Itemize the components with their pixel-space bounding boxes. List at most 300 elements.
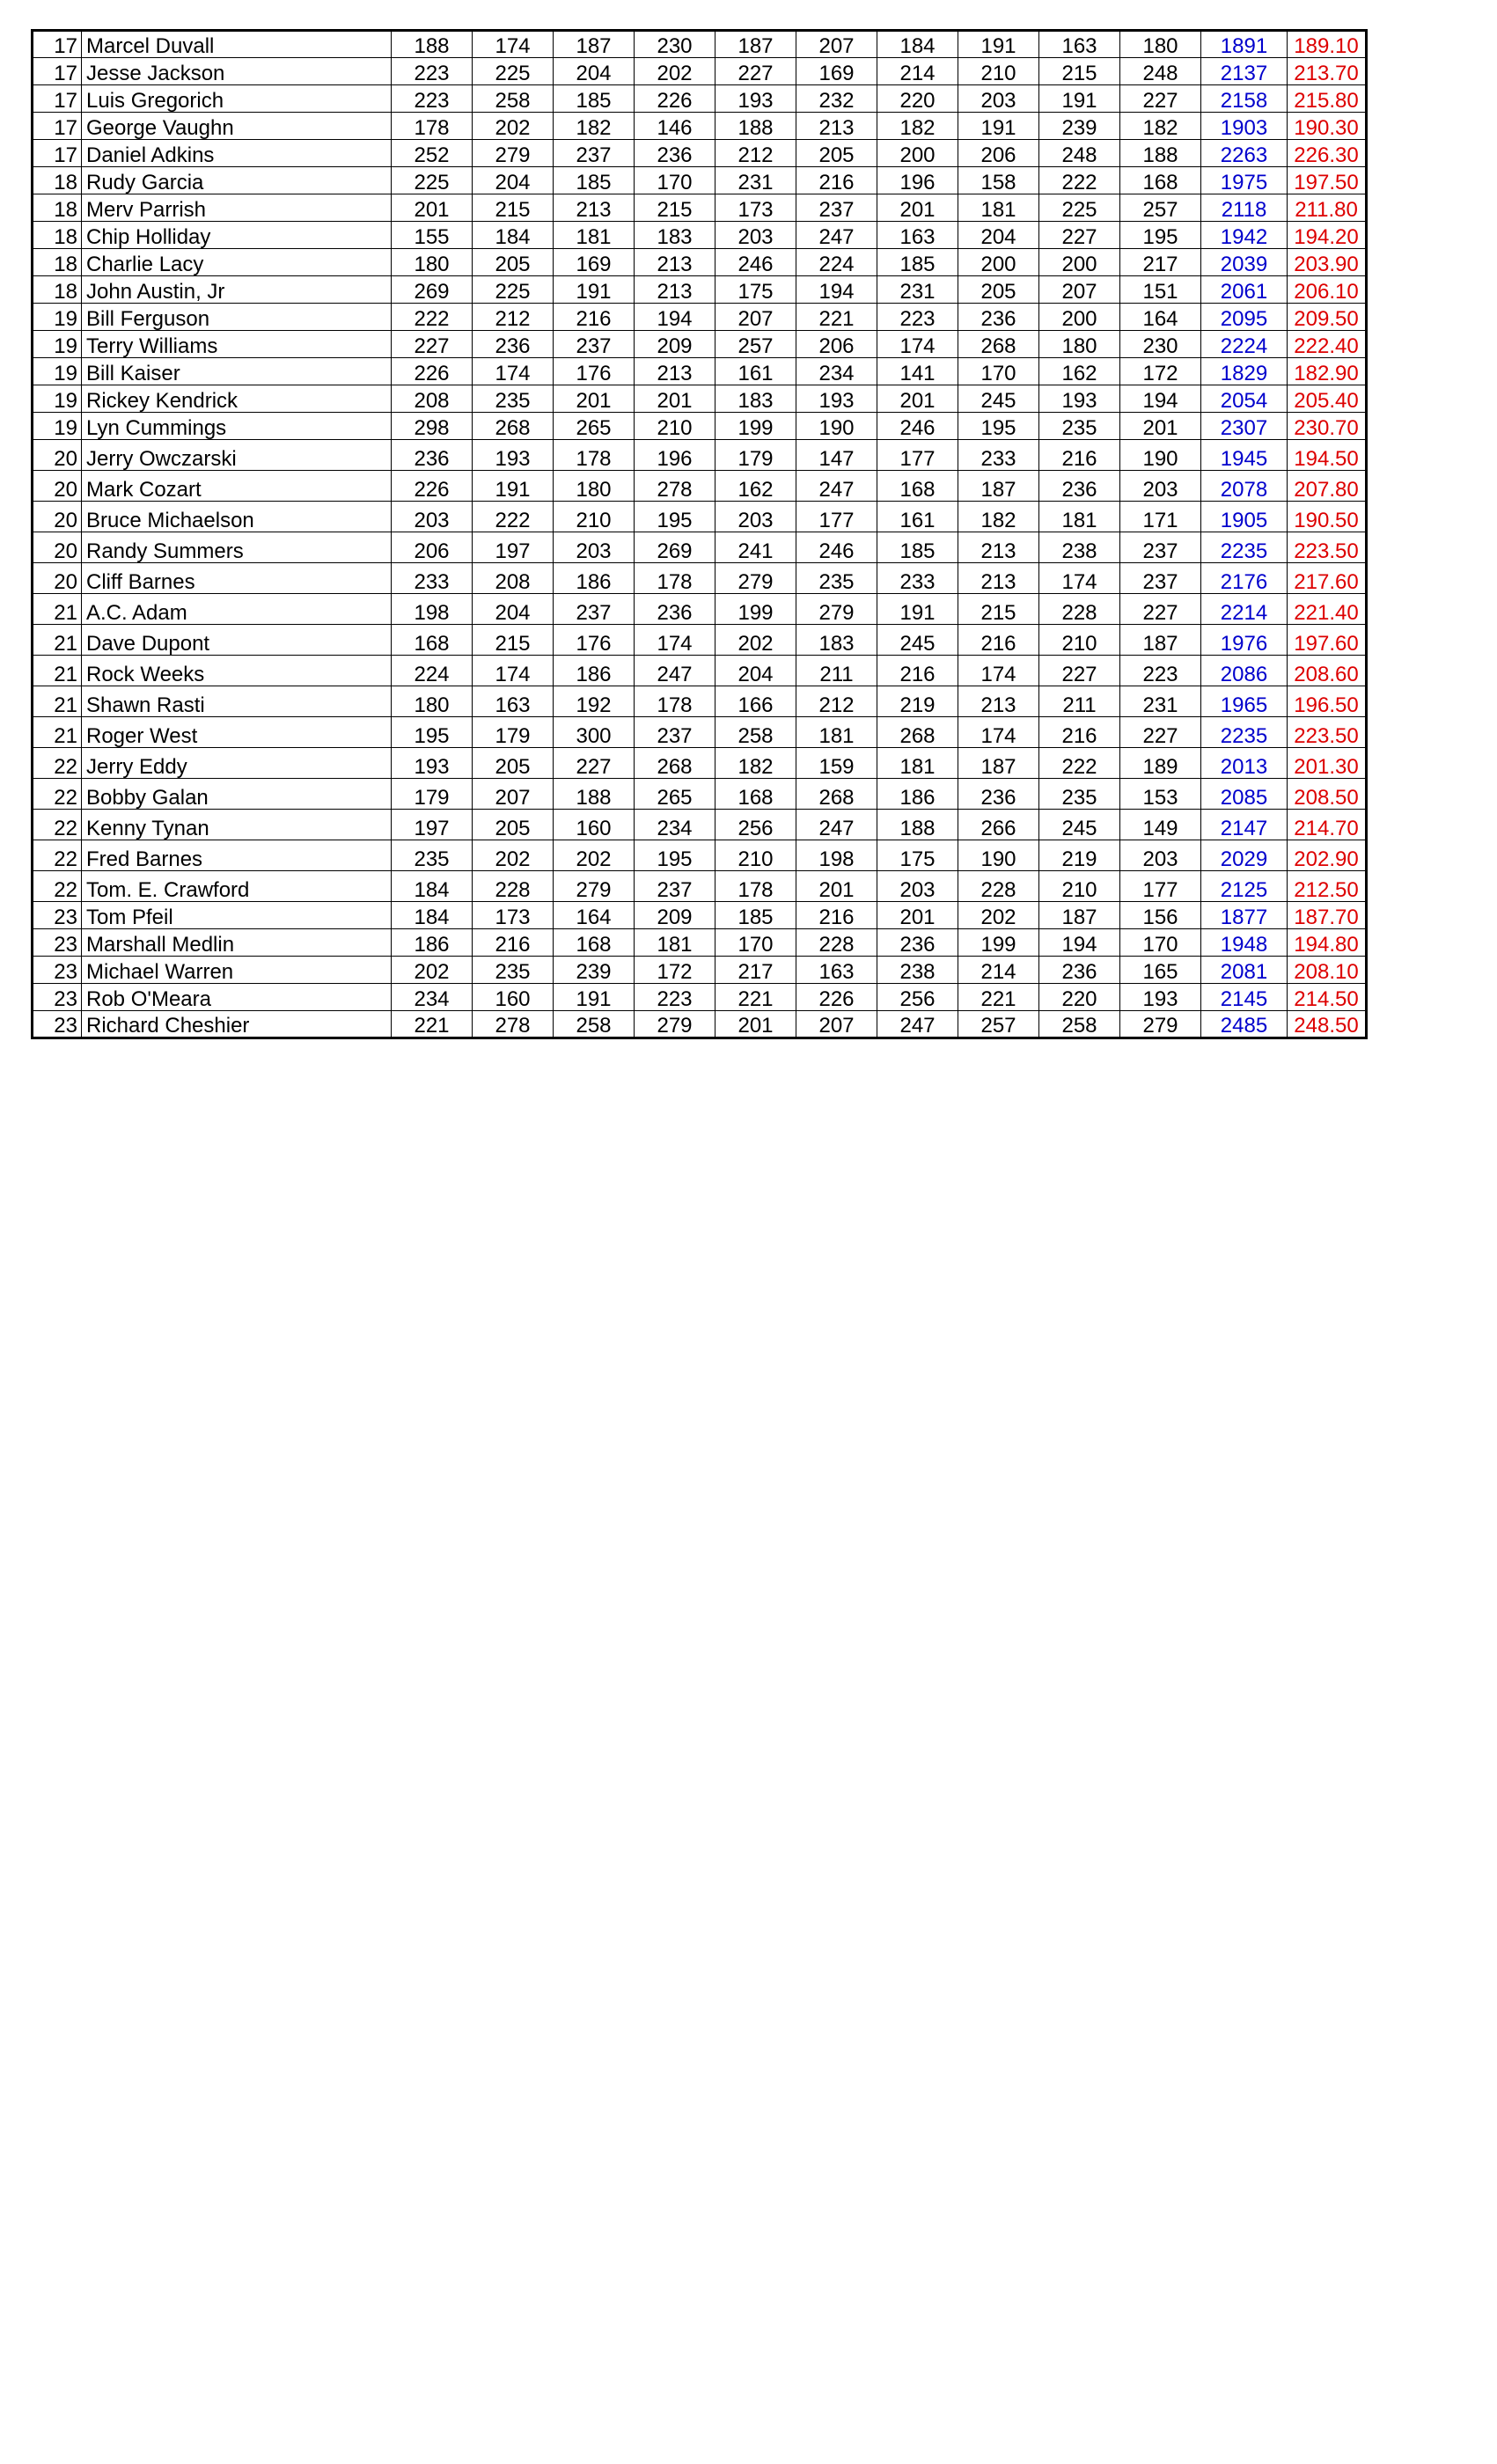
game-score-cell: 203 — [958, 85, 1039, 113]
total-pins-cell: 2235 — [1201, 717, 1288, 748]
game-score-cell: 239 — [554, 957, 635, 984]
game-score-cell: 228 — [473, 871, 554, 902]
rank-cell: 22 — [33, 748, 82, 779]
game-score-cell: 151 — [1120, 276, 1201, 304]
game-score-cell: 247 — [796, 222, 877, 249]
game-score-cell: 226 — [635, 85, 715, 113]
game-score-cell: 149 — [1120, 810, 1201, 840]
game-score-cell: 183 — [796, 625, 877, 656]
game-score-cell: 212 — [473, 304, 554, 331]
game-score-cell: 195 — [635, 502, 715, 532]
game-score-cell: 193 — [796, 385, 877, 413]
game-score-cell: 216 — [958, 625, 1039, 656]
game-score-cell: 186 — [554, 563, 635, 594]
game-score-cell: 215 — [473, 194, 554, 222]
total-pins-cell: 2214 — [1201, 594, 1288, 625]
game-score-cell: 216 — [796, 902, 877, 929]
game-score-cell: 213 — [958, 563, 1039, 594]
bowler-name-cell: Marcel Duvall — [82, 31, 392, 58]
game-score-cell: 191 — [1039, 85, 1120, 113]
rank-cell: 22 — [33, 810, 82, 840]
game-score-cell: 236 — [958, 304, 1039, 331]
game-score-cell: 197 — [392, 810, 473, 840]
game-score-cell: 180 — [392, 686, 473, 717]
game-score-cell: 247 — [635, 656, 715, 686]
game-score-cell: 201 — [877, 194, 958, 222]
game-score-cell: 236 — [1039, 957, 1120, 984]
bowler-name-cell: Richard Cheshier — [82, 1011, 392, 1038]
game-score-cell: 237 — [635, 717, 715, 748]
game-score-cell: 162 — [1039, 358, 1120, 385]
bowler-name-cell: Terry Williams — [82, 331, 392, 358]
game-score-cell: 166 — [715, 686, 796, 717]
game-score-cell: 246 — [877, 413, 958, 440]
game-score-cell: 209 — [635, 331, 715, 358]
game-score-cell: 210 — [1039, 625, 1120, 656]
game-score-cell: 175 — [877, 840, 958, 871]
average-cell: 189.10 — [1288, 31, 1367, 58]
game-score-cell: 190 — [796, 413, 877, 440]
game-score-cell: 222 — [1039, 748, 1120, 779]
rank-cell: 19 — [33, 331, 82, 358]
average-cell: 213.70 — [1288, 58, 1367, 85]
game-score-cell: 181 — [877, 748, 958, 779]
table-row — [33, 532, 1367, 563]
game-score-cell: 169 — [554, 249, 635, 276]
table-row — [33, 413, 1367, 440]
game-score-cell: 221 — [715, 984, 796, 1011]
game-score-cell: 228 — [1039, 594, 1120, 625]
table-row — [33, 276, 1367, 304]
game-score-cell: 179 — [473, 717, 554, 748]
rank-cell: 23 — [33, 929, 82, 957]
rank-cell: 20 — [33, 471, 82, 502]
game-score-cell: 235 — [1039, 413, 1120, 440]
bowler-name-cell: Roger West — [82, 717, 392, 748]
game-score-cell: 227 — [1039, 656, 1120, 686]
game-score-cell: 258 — [715, 717, 796, 748]
table-row — [33, 385, 1367, 413]
total-pins-cell: 1877 — [1201, 902, 1288, 929]
bowler-name-cell: Cliff Barnes — [82, 563, 392, 594]
rank-cell: 17 — [33, 113, 82, 140]
average-cell: 194.50 — [1288, 440, 1367, 471]
game-score-cell: 182 — [877, 113, 958, 140]
game-score-cell: 173 — [473, 902, 554, 929]
game-score-cell: 202 — [635, 58, 715, 85]
game-score-cell: 188 — [392, 31, 473, 58]
game-score-cell: 216 — [1039, 717, 1120, 748]
game-score-cell: 178 — [392, 113, 473, 140]
game-score-cell: 195 — [635, 840, 715, 871]
game-score-cell: 186 — [877, 779, 958, 810]
game-score-cell: 236 — [635, 594, 715, 625]
game-score-cell: 190 — [958, 840, 1039, 871]
game-score-cell: 268 — [635, 748, 715, 779]
bowler-name-cell: Rob O'Meara — [82, 984, 392, 1011]
rank-cell: 19 — [33, 304, 82, 331]
game-score-cell: 201 — [877, 385, 958, 413]
average-cell: 214.50 — [1288, 984, 1367, 1011]
game-score-cell: 188 — [877, 810, 958, 840]
game-score-cell: 204 — [554, 58, 635, 85]
rank-cell: 22 — [33, 779, 82, 810]
game-score-cell: 198 — [796, 840, 877, 871]
game-score-cell: 181 — [796, 717, 877, 748]
game-score-cell: 206 — [392, 532, 473, 563]
game-score-cell: 234 — [392, 984, 473, 1011]
average-cell: 226.30 — [1288, 140, 1367, 167]
average-cell: 248.50 — [1288, 1011, 1367, 1038]
total-pins-cell: 2137 — [1201, 58, 1288, 85]
game-score-cell: 180 — [1039, 331, 1120, 358]
game-score-cell: 236 — [473, 331, 554, 358]
table-row — [33, 625, 1367, 656]
game-score-cell: 236 — [392, 440, 473, 471]
average-cell: 201.30 — [1288, 748, 1367, 779]
table-row — [33, 957, 1367, 984]
game-score-cell: 279 — [635, 1011, 715, 1038]
game-score-cell: 171 — [1120, 502, 1201, 532]
game-score-cell: 191 — [958, 113, 1039, 140]
rank-cell: 23 — [33, 902, 82, 929]
game-score-cell: 168 — [877, 471, 958, 502]
game-score-cell: 207 — [796, 1011, 877, 1038]
game-score-cell: 214 — [958, 957, 1039, 984]
table-row — [33, 563, 1367, 594]
game-score-cell: 221 — [958, 984, 1039, 1011]
game-score-cell: 211 — [1039, 686, 1120, 717]
game-score-cell: 210 — [715, 840, 796, 871]
game-score-cell: 213 — [554, 194, 635, 222]
game-score-cell: 194 — [1120, 385, 1201, 413]
bowler-name-cell: Luis Gregorich — [82, 85, 392, 113]
table-row — [33, 58, 1367, 85]
game-score-cell: 201 — [715, 1011, 796, 1038]
game-score-cell: 203 — [554, 532, 635, 563]
average-cell: 209.50 — [1288, 304, 1367, 331]
game-score-cell: 217 — [1120, 249, 1201, 276]
rank-cell: 20 — [33, 563, 82, 594]
game-score-cell: 178 — [715, 871, 796, 902]
average-cell: 190.50 — [1288, 502, 1367, 532]
game-score-cell: 205 — [473, 748, 554, 779]
game-score-cell: 168 — [1120, 167, 1201, 194]
total-pins-cell: 2086 — [1201, 656, 1288, 686]
game-score-cell: 268 — [473, 413, 554, 440]
game-score-cell: 163 — [1039, 31, 1120, 58]
game-score-cell: 233 — [392, 563, 473, 594]
game-score-cell: 236 — [635, 140, 715, 167]
game-score-cell: 180 — [554, 471, 635, 502]
game-score-cell: 186 — [392, 929, 473, 957]
table-row — [33, 440, 1367, 471]
table-row — [33, 686, 1367, 717]
game-score-cell: 174 — [635, 625, 715, 656]
game-score-cell: 203 — [715, 222, 796, 249]
rank-cell: 17 — [33, 58, 82, 85]
game-score-cell: 202 — [473, 113, 554, 140]
total-pins-cell: 2118 — [1201, 194, 1288, 222]
average-cell: 214.70 — [1288, 810, 1367, 840]
table-row — [33, 113, 1367, 140]
game-score-cell: 164 — [1120, 304, 1201, 331]
game-score-cell: 188 — [1120, 140, 1201, 167]
game-score-cell: 170 — [715, 929, 796, 957]
average-cell: 187.70 — [1288, 902, 1367, 929]
average-cell: 197.60 — [1288, 625, 1367, 656]
game-score-cell: 205 — [958, 276, 1039, 304]
game-score-cell: 188 — [715, 113, 796, 140]
game-score-cell: 210 — [554, 502, 635, 532]
game-score-cell: 187 — [715, 31, 796, 58]
game-score-cell: 279 — [554, 871, 635, 902]
game-score-cell: 168 — [715, 779, 796, 810]
game-score-cell: 233 — [877, 563, 958, 594]
game-score-cell: 191 — [473, 471, 554, 502]
bowler-name-cell: Tom. E. Crawford — [82, 871, 392, 902]
average-cell: 182.90 — [1288, 358, 1367, 385]
game-score-cell: 194 — [1039, 929, 1120, 957]
game-score-cell: 191 — [958, 31, 1039, 58]
average-cell: 222.40 — [1288, 331, 1367, 358]
game-score-cell: 179 — [392, 779, 473, 810]
game-score-cell: 245 — [958, 385, 1039, 413]
game-score-cell: 195 — [392, 717, 473, 748]
game-score-cell: 216 — [877, 656, 958, 686]
game-score-cell: 268 — [877, 717, 958, 748]
game-score-cell: 187 — [958, 471, 1039, 502]
game-score-cell: 170 — [635, 167, 715, 194]
table-row — [33, 840, 1367, 871]
game-score-cell: 210 — [635, 413, 715, 440]
game-score-cell: 196 — [635, 440, 715, 471]
game-score-cell: 279 — [1120, 1011, 1201, 1038]
bowler-name-cell: Fred Barnes — [82, 840, 392, 871]
game-score-cell: 206 — [958, 140, 1039, 167]
game-score-cell: 202 — [473, 840, 554, 871]
table-row — [33, 717, 1367, 748]
score-table-body — [33, 31, 1367, 1038]
table-row — [33, 167, 1367, 194]
bowler-name-cell: Lyn Cummings — [82, 413, 392, 440]
total-pins-cell: 2061 — [1201, 276, 1288, 304]
game-score-cell: 187 — [1120, 625, 1201, 656]
table-row — [33, 249, 1367, 276]
bowler-name-cell: Rudy Garcia — [82, 167, 392, 194]
bowler-name-cell: Kenny Tynan — [82, 810, 392, 840]
rank-cell: 22 — [33, 871, 82, 902]
game-score-cell: 178 — [635, 563, 715, 594]
game-score-cell: 227 — [554, 748, 635, 779]
game-score-cell: 201 — [877, 902, 958, 929]
game-score-cell: 214 — [877, 58, 958, 85]
game-score-cell: 177 — [1120, 871, 1201, 902]
game-score-cell: 196 — [877, 167, 958, 194]
game-score-cell: 221 — [796, 304, 877, 331]
game-score-cell: 235 — [473, 385, 554, 413]
game-score-cell: 176 — [554, 358, 635, 385]
bowler-name-cell: Rickey Kendrick — [82, 385, 392, 413]
game-score-cell: 217 — [715, 957, 796, 984]
rank-cell: 19 — [33, 413, 82, 440]
game-score-cell: 205 — [796, 140, 877, 167]
game-score-cell: 168 — [554, 929, 635, 957]
game-score-cell: 238 — [1039, 532, 1120, 563]
total-pins-cell: 2095 — [1201, 304, 1288, 331]
game-score-cell: 278 — [635, 471, 715, 502]
total-pins-cell: 2176 — [1201, 563, 1288, 594]
game-score-cell: 183 — [635, 222, 715, 249]
average-cell: 194.20 — [1288, 222, 1367, 249]
game-score-cell: 223 — [635, 984, 715, 1011]
game-score-cell: 213 — [958, 532, 1039, 563]
game-score-cell: 247 — [796, 471, 877, 502]
game-score-cell: 210 — [958, 58, 1039, 85]
bowler-name-cell: George Vaughn — [82, 113, 392, 140]
game-score-cell: 199 — [715, 594, 796, 625]
table-row — [33, 140, 1367, 167]
game-score-cell: 207 — [473, 779, 554, 810]
game-score-cell: 195 — [958, 413, 1039, 440]
total-pins-cell: 2013 — [1201, 748, 1288, 779]
game-score-cell: 159 — [796, 748, 877, 779]
rank-cell: 20 — [33, 532, 82, 563]
average-cell: 196.50 — [1288, 686, 1367, 717]
table-row — [33, 656, 1367, 686]
game-score-cell: 230 — [635, 31, 715, 58]
game-score-cell: 197 — [473, 532, 554, 563]
total-pins-cell: 2158 — [1201, 85, 1288, 113]
game-score-cell: 164 — [554, 902, 635, 929]
game-score-cell: 181 — [958, 194, 1039, 222]
total-pins-cell: 2224 — [1201, 331, 1288, 358]
game-score-cell: 207 — [1039, 276, 1120, 304]
game-score-cell: 185 — [877, 532, 958, 563]
game-score-cell: 184 — [392, 871, 473, 902]
game-score-cell: 193 — [1120, 984, 1201, 1011]
game-score-cell: 174 — [958, 656, 1039, 686]
game-score-cell: 235 — [473, 957, 554, 984]
total-pins-cell: 2078 — [1201, 471, 1288, 502]
game-score-cell: 185 — [554, 85, 635, 113]
total-pins-cell: 1945 — [1201, 440, 1288, 471]
rank-cell: 23 — [33, 957, 82, 984]
average-cell: 205.40 — [1288, 385, 1367, 413]
game-score-cell: 174 — [473, 358, 554, 385]
game-score-cell: 187 — [1039, 902, 1120, 929]
game-score-cell: 278 — [473, 1011, 554, 1038]
game-score-cell: 222 — [1039, 167, 1120, 194]
total-pins-cell: 2147 — [1201, 810, 1288, 840]
game-score-cell: 182 — [1120, 113, 1201, 140]
game-score-cell: 225 — [1039, 194, 1120, 222]
game-score-cell: 174 — [1039, 563, 1120, 594]
game-score-cell: 184 — [877, 31, 958, 58]
bowler-name-cell: John Austin, Jr — [82, 276, 392, 304]
game-score-cell: 207 — [715, 304, 796, 331]
game-score-cell: 237 — [554, 594, 635, 625]
game-score-cell: 191 — [554, 984, 635, 1011]
game-score-cell: 165 — [1120, 957, 1201, 984]
rank-cell: 18 — [33, 194, 82, 222]
game-score-cell: 224 — [796, 249, 877, 276]
game-score-cell: 234 — [635, 810, 715, 840]
game-score-cell: 178 — [554, 440, 635, 471]
game-score-cell: 203 — [1120, 840, 1201, 871]
game-score-cell: 213 — [635, 249, 715, 276]
total-pins-cell: 2029 — [1201, 840, 1288, 871]
game-score-cell: 174 — [473, 656, 554, 686]
game-score-cell: 235 — [1039, 779, 1120, 810]
game-score-cell: 198 — [392, 594, 473, 625]
rank-cell: 17 — [33, 85, 82, 113]
game-score-cell: 257 — [1120, 194, 1201, 222]
table-row — [33, 871, 1367, 902]
game-score-cell: 236 — [958, 779, 1039, 810]
game-score-cell: 222 — [392, 304, 473, 331]
table-row — [33, 810, 1367, 840]
bowler-name-cell: Jerry Eddy — [82, 748, 392, 779]
average-cell: 207.80 — [1288, 471, 1367, 502]
game-score-cell: 190 — [1120, 440, 1201, 471]
bowler-name-cell: Shawn Rasti — [82, 686, 392, 717]
game-score-cell: 200 — [877, 140, 958, 167]
bowler-name-cell: Chip Holliday — [82, 222, 392, 249]
total-pins-cell: 2145 — [1201, 984, 1288, 1011]
game-score-cell: 163 — [877, 222, 958, 249]
table-row — [33, 331, 1367, 358]
total-pins-cell: 1975 — [1201, 167, 1288, 194]
average-cell: 194.80 — [1288, 929, 1367, 957]
total-pins-cell: 2081 — [1201, 957, 1288, 984]
game-score-cell: 209 — [635, 902, 715, 929]
game-score-cell: 172 — [635, 957, 715, 984]
table-row — [33, 1011, 1367, 1038]
rank-cell: 21 — [33, 717, 82, 748]
game-score-cell: 216 — [473, 929, 554, 957]
game-score-cell: 163 — [796, 957, 877, 984]
average-cell: 197.50 — [1288, 167, 1367, 194]
game-score-cell: 177 — [796, 502, 877, 532]
game-score-cell: 213 — [958, 686, 1039, 717]
total-pins-cell: 2485 — [1201, 1011, 1288, 1038]
game-score-cell: 175 — [715, 276, 796, 304]
game-score-cell: 247 — [877, 1011, 958, 1038]
game-score-cell: 180 — [1120, 31, 1201, 58]
rank-cell: 22 — [33, 840, 82, 871]
game-score-cell: 227 — [1039, 222, 1120, 249]
game-score-cell: 163 — [473, 686, 554, 717]
game-score-cell: 185 — [877, 249, 958, 276]
game-score-cell: 245 — [1039, 810, 1120, 840]
rank-cell: 20 — [33, 440, 82, 471]
bowler-name-cell: Randy Summers — [82, 532, 392, 563]
game-score-cell: 224 — [392, 656, 473, 686]
game-score-cell: 248 — [1120, 58, 1201, 85]
game-score-cell: 187 — [958, 748, 1039, 779]
game-score-cell: 147 — [796, 440, 877, 471]
table-row — [33, 222, 1367, 249]
rank-cell: 21 — [33, 686, 82, 717]
game-score-cell: 177 — [877, 440, 958, 471]
total-pins-cell: 2085 — [1201, 779, 1288, 810]
game-score-cell: 210 — [1039, 871, 1120, 902]
game-score-cell: 215 — [635, 194, 715, 222]
game-score-cell: 246 — [796, 532, 877, 563]
table-row — [33, 779, 1367, 810]
game-score-cell: 174 — [473, 31, 554, 58]
